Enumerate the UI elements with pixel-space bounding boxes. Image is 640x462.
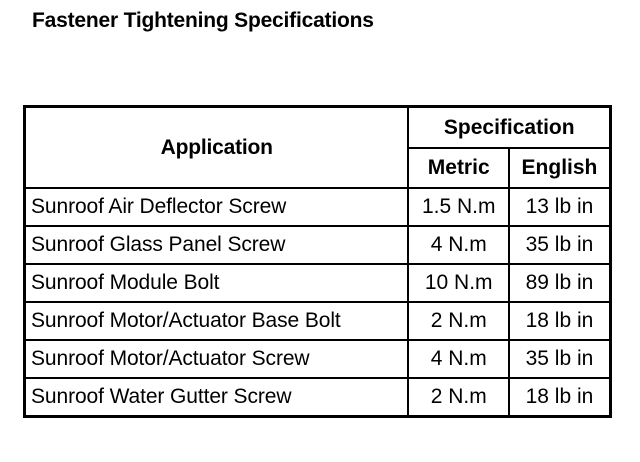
table-header-row <box>25 107 611 149</box>
cell-application: Sunroof Water Gutter Screw <box>25 378 409 417</box>
table-row <box>25 226 611 264</box>
header-specification: Specification <box>408 107 610 149</box>
header-metric: Metric <box>408 148 509 188</box>
cell-application: Sunroof Motor/Actuator Screw <box>25 340 409 378</box>
fastener-spec-table <box>23 105 612 418</box>
table-row <box>25 378 611 417</box>
cell-english: 35 lb in <box>509 226 611 264</box>
cell-english: 18 lb in <box>509 302 611 340</box>
cell-application: Sunroof Motor/Actuator Base Bolt <box>25 302 409 340</box>
cell-metric: 10 N.m <box>408 264 509 302</box>
cell-application: Sunroof Module Bolt <box>25 264 409 302</box>
document-title: Fastener Tightening Specifications <box>32 9 374 32</box>
cell-metric: 4 N.m <box>408 226 509 264</box>
cell-application: Sunroof Glass Panel Screw <box>25 226 409 264</box>
cell-metric: 2 N.m <box>408 378 509 417</box>
table-row <box>25 302 611 340</box>
header-application: Application <box>25 107 409 189</box>
cell-english: 35 lb in <box>509 340 611 378</box>
cell-application: Sunroof Air Deflector Screw <box>25 188 409 226</box>
cell-english: 18 lb in <box>509 378 611 417</box>
table-row <box>25 340 611 378</box>
cell-metric: 2 N.m <box>408 302 509 340</box>
cell-english: 89 lb in <box>509 264 611 302</box>
cell-metric: 4 N.m <box>408 340 509 378</box>
table-row <box>25 264 611 302</box>
table-row <box>25 188 611 226</box>
header-english: English <box>509 148 611 188</box>
cell-english: 13 lb in <box>509 188 611 226</box>
cell-metric: 1.5 N.m <box>408 188 509 226</box>
